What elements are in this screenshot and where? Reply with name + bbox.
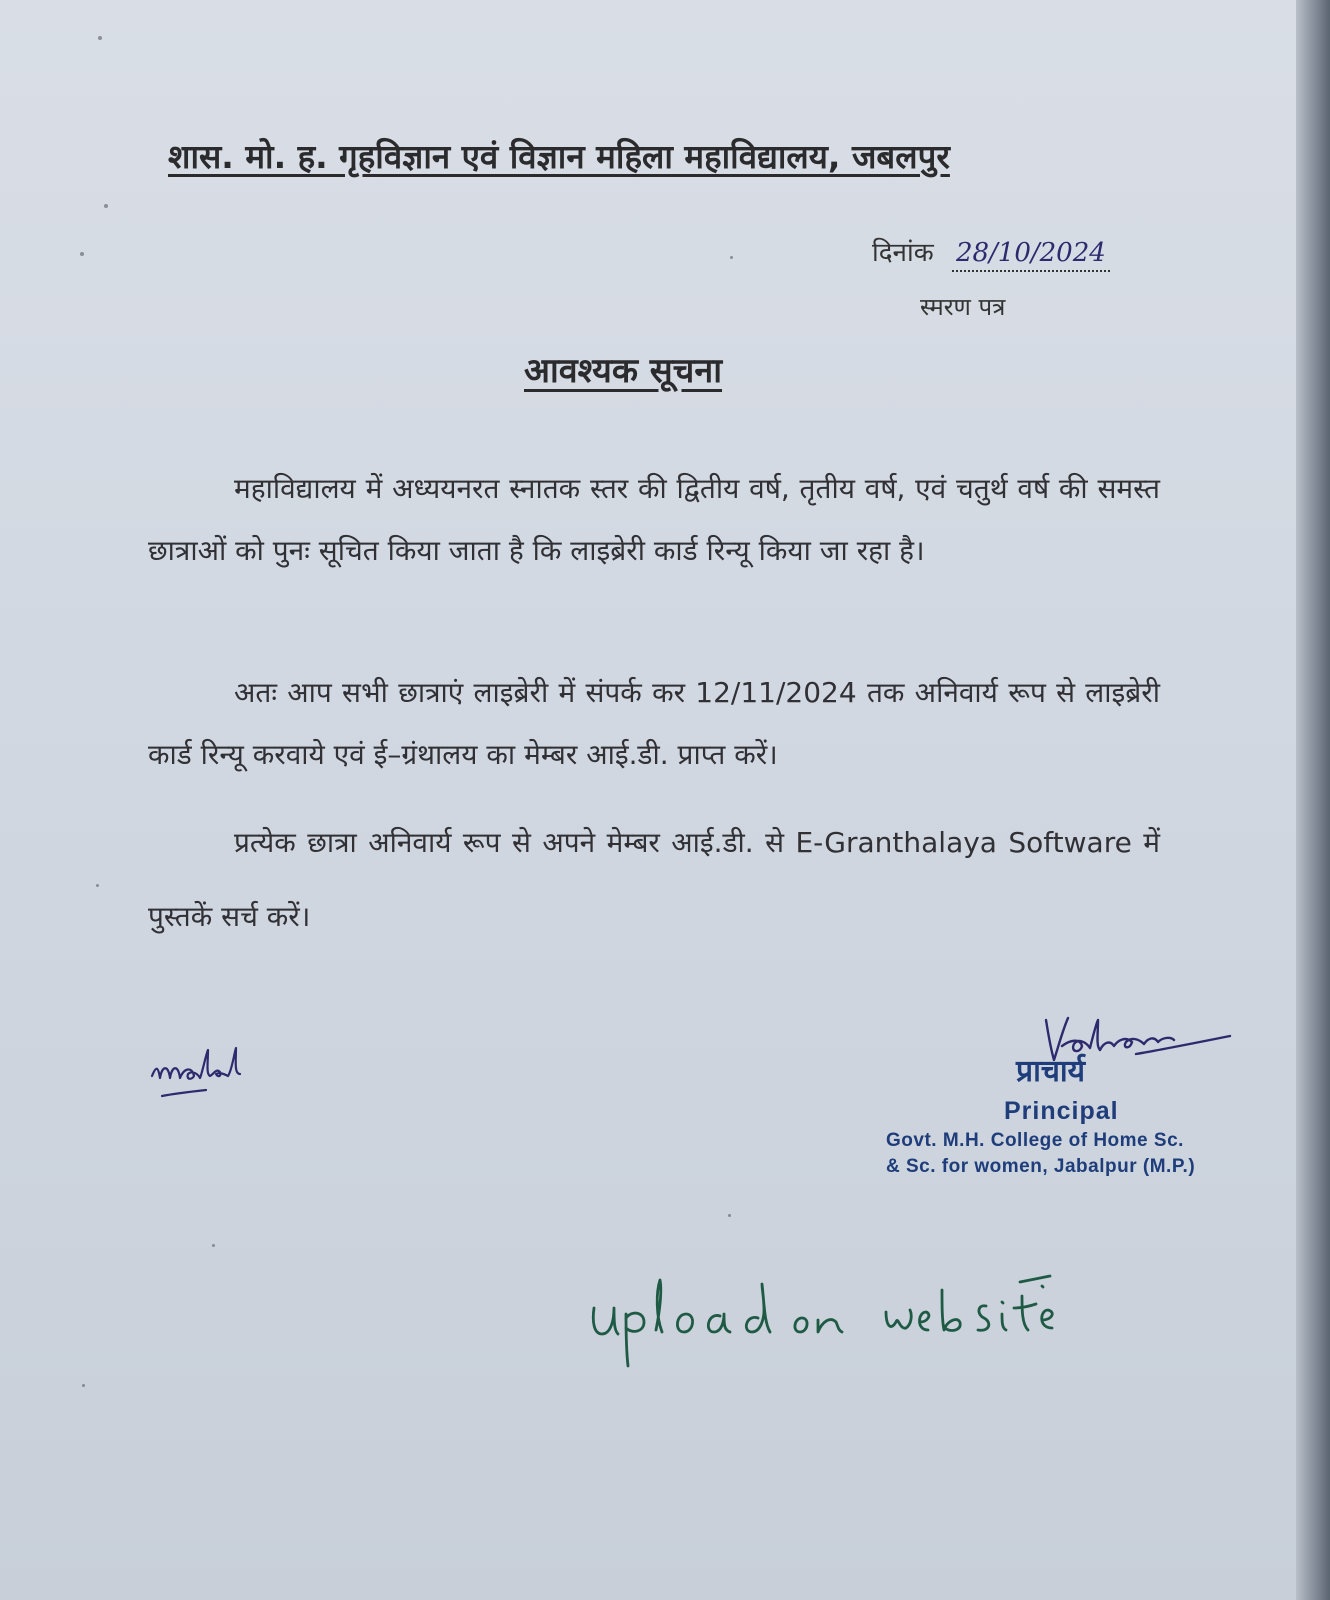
date-label: दिनांक (872, 238, 934, 268)
date-row (872, 233, 1110, 272)
stamp-title-english: Principal (1004, 1097, 1119, 1125)
paper-speck (96, 884, 99, 887)
paper-edge-shadow (1296, 0, 1330, 1600)
reminder-label: स्मरण पत्र (920, 293, 1006, 321)
notice-paragraph-2: अतः आप सभी छात्राएं लाइब्रेरी में संपर्क कर 12/11/2024 तक अनिवार्य रूप से लाइब्रेरी कार्ड रिन्यू करवाये एवं ई–ग्रंथालय का मेम्बर आई.डी. प्राप्त करें। (148, 676, 1160, 771)
stamp-institution-line-2: & Sc. for women, Jabalpur (M.P.) (886, 1156, 1196, 1177)
stamp-institution-line-1: Govt. M.H. College of Home Sc. (886, 1130, 1184, 1151)
stamp-title-hindi: प्राचार्य (1016, 1054, 1086, 1089)
notice-paragraph-1: महाविद्यालय में अध्ययनरत स्नातक स्तर की द्वितीय वर्ष, तृतीय वर्ष, एवं चतुर्थ वर्ष की समस्त छात्राओं को पुनः सूचित किया जाता है कि लाइब्रेरी कार्ड रिन्यू किया जा रहा है। (148, 472, 1160, 567)
college-heading: शास. मो. ह. गृहविज्ञान एवं विज्ञान महिला महाविद्यालय, जबलपुर (168, 137, 950, 176)
handwritten-upload-note (590, 1270, 1150, 1380)
paper-speck (730, 256, 733, 259)
paper-speck (728, 1214, 731, 1217)
paper-speck (98, 36, 102, 40)
paper-speck (80, 252, 84, 256)
handwritten-initials (148, 1044, 268, 1104)
date-value: 28/10/2024 (952, 238, 1110, 272)
paper-speck (82, 1384, 85, 1387)
notice-paragraph-3: प्रत्येक छात्रा अनिवार्य रूप से अपने मेम्बर आई.डी. से E-Granthalaya Software में पुस्तकें सर्च करें। (148, 826, 1160, 933)
notice-title: आवश्यक सूचना (524, 351, 723, 391)
paper-speck (104, 204, 108, 208)
paper-speck (212, 1244, 215, 1247)
principal-stamp (886, 1050, 1246, 1180)
